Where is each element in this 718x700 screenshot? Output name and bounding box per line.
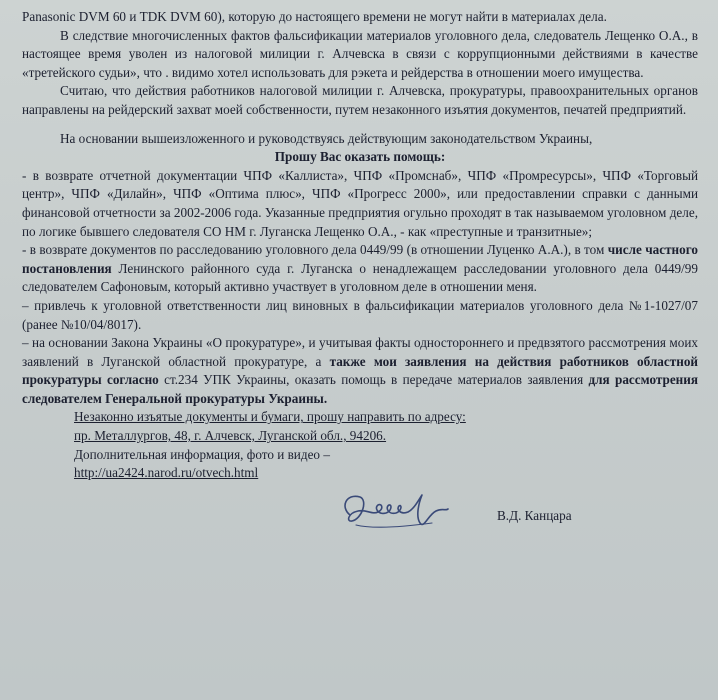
request-item-1: - в возврате отчетной документации ЧПФ «Каллиста», ЧПФ «Промснаб», ЧПФ «Промресурсы», ЧПФ «Торговый центр», ЧПФ «Дилайн», ЧПФ «Оптима плюс», ЧПФ «Прогресс 2000», или предоставлении справки с данными финансовой отчетности за 2002-2006 года. Указанные предприятия огульно проходят в так называемом уголовном деле, по логике бывшего следователя СО НМ г. Луганска Лещенко О.А., - как «преступные и транзитные»;	[22, 167, 698, 239]
return-address-line-2: пр. Металлургов, 48, г. Алчевск, Луганской обл., 94206.	[74, 428, 387, 444]
website-link[interactable]: http://ua2424.narod.ru/otvech.html	[74, 465, 259, 481]
spacer	[22, 120, 698, 130]
paragraph-legal-basis: На основании вышеизложенного и руководствуясь действующим законодательством Украины,	[60, 130, 593, 146]
paragraph-2: В следствие многочисленных фактов фальсификации материалов уголовного дела, следователь Лещенко О.А., в настоящее время уволен из налоговой милиции г. Алчевска в связи с коррупционными действиями в качестве «третейского судьи», что . видимо хотел использовать для рэкета и рейдерства в отношении моего имущества.	[22, 27, 698, 80]
return-address-line-1: Незаконно изъятые документы и бумаги, прошу направить по адресу:	[74, 409, 466, 425]
signer-name: В.Д. Канцара	[497, 507, 572, 523]
handwritten-signature	[332, 485, 452, 535]
request-item-4: – на основании Закона Украины «О прокуратуре», и учитывая факты одностороннего и предвзятого рассмотрения моих заявлений в Луганской областной прокуратуре, а также мои заявления на действия работников областной прокуратуры согласно ст.234 УПК Украины, оказать помощь в передаче материалов заявления для рассмотрения следователем Генеральной прокуратуры Украины.	[22, 335, 699, 406]
request-item-3: – привлечь к уголовной ответственности лиц виновных в фальсификации материалов уголовного дела №1-1027/07 (ранее №10/04/8017).	[22, 297, 698, 332]
extra-info: Дополнительная информация, фото и видео –	[74, 446, 330, 462]
paragraph-1: Panasonic DVM 60 и TDK DVM 60), которую до настоящего времени не могут найти в материалах дела.	[22, 9, 607, 24]
paragraph-3: Считаю, что действия работников налоговой милиции г. Алчевска, прокуратуры, правоохранительных органов направлены на рейдерский захват моей собственности, путем незаконного изъятия документов, печатей предприятий.	[22, 83, 698, 117]
request-title: Прошу Вас оказать помощь:	[274, 149, 446, 165]
request-item-2: - в возврате документов по расследованию уголовного дела 0449/99 (в отношении Луценко А.А.), в том числе частного постановления Ленинского районного суда г. Луганска о ненадлежащем расследовании уголовного дела 0449/99 следователем Сафоновым, который активно участвует в уголовном деле в отношении меня.	[22, 242, 699, 295]
signature-row	[22, 483, 698, 543]
